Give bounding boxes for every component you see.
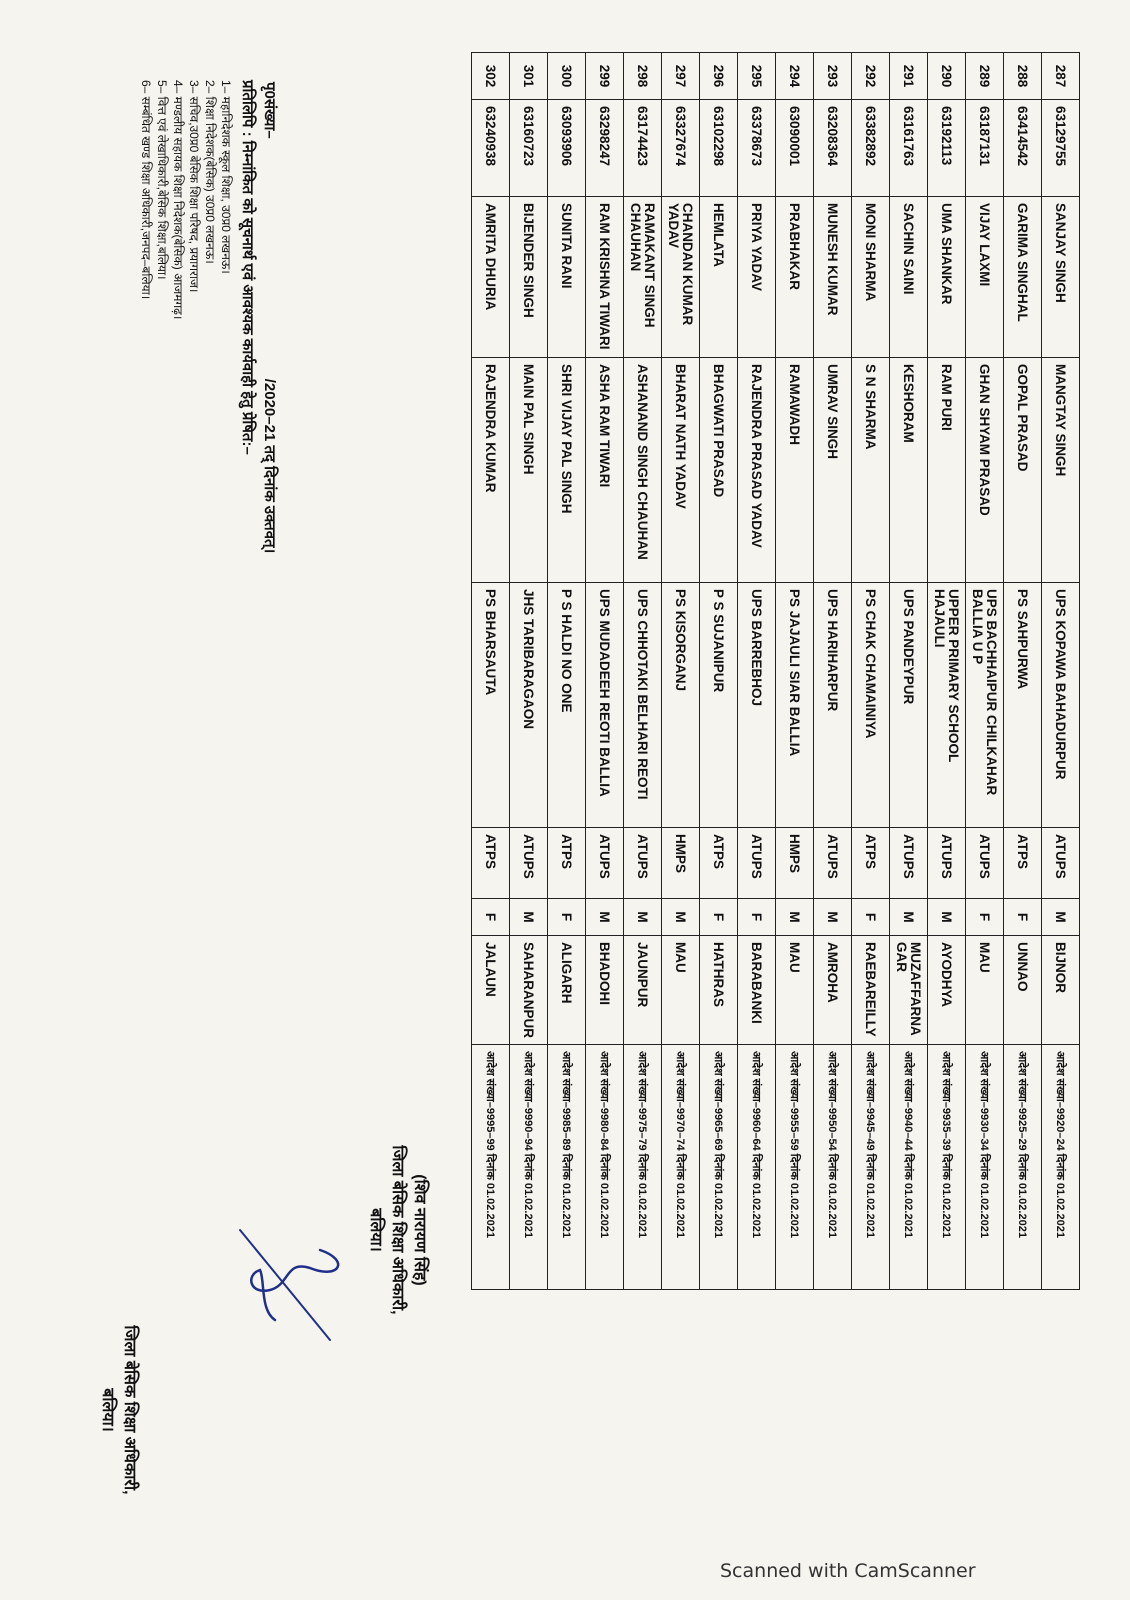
table-row bbox=[548, 53, 586, 1290]
cell-gender: M bbox=[1042, 899, 1080, 936]
cell-order: आदेश संख्या–9990–94 दिनांक 01.02.2021 bbox=[510, 1045, 548, 1290]
cell-district: BHADOHI bbox=[586, 936, 624, 1045]
cell-district: AMROHA bbox=[814, 936, 852, 1045]
cell-gender: F bbox=[548, 899, 586, 936]
cell-id: 63240938 bbox=[472, 100, 510, 197]
cell-sn: 288 bbox=[1004, 53, 1042, 100]
cell-district: MUZAFFARNA GAR bbox=[890, 936, 928, 1045]
cell-gender: M bbox=[890, 899, 928, 936]
cell-order: आदेश संख्या–9995–99 दिनांक 01.02.2021 bbox=[472, 1045, 510, 1290]
cell-post: ATPS bbox=[852, 828, 890, 899]
cell-father: BHARAT NATH YADAV bbox=[662, 358, 700, 583]
cell-gender: F bbox=[700, 899, 738, 936]
cell-district: MAU bbox=[966, 936, 1004, 1045]
cell-id: 63298247 bbox=[586, 100, 624, 197]
cell-father: BHAGWATI PRASAD bbox=[700, 358, 738, 583]
reference-number: /2020–21 तद् दिनांक उक्तवत्। bbox=[261, 378, 278, 554]
cell-school: P S SUJANIPUR bbox=[700, 583, 738, 828]
cell-school: UPS KOPAWA BAHADURPUR bbox=[1042, 583, 1080, 828]
cell-school: UPS BARREBHOJ bbox=[738, 583, 776, 828]
cell-school: PS SAHPURWA bbox=[1004, 583, 1042, 828]
cell-father: RAMAWADH bbox=[776, 358, 814, 583]
dispatch-section bbox=[138, 80, 280, 1180]
reference-label: पृ0संख्या– bbox=[261, 82, 278, 139]
cell-gender: M bbox=[624, 899, 662, 936]
recipient-item: 4– मण्डलीय सहायक शिक्षा निदेशक(बेसिक) आजमगढ़। bbox=[171, 80, 185, 320]
cell-name: SUNITA RANI bbox=[548, 197, 586, 358]
cell-school: PS CHAK CHAMAINIYA bbox=[852, 583, 890, 828]
table-row bbox=[624, 53, 662, 1290]
cell-sn: 294 bbox=[776, 53, 814, 100]
table-row bbox=[662, 53, 700, 1290]
cell-order: आदेश संख्या–9975–79 दिनांक 01.02.2021 bbox=[624, 1045, 662, 1290]
cell-order: आदेश संख्या–9955–59 दिनांक 01.02.2021 bbox=[776, 1045, 814, 1290]
cell-id: 63129755 bbox=[1042, 100, 1080, 197]
cell-name: PRIYA YADAV bbox=[738, 197, 776, 358]
cell-name: SANJAY SINGH bbox=[1042, 197, 1080, 358]
cell-district: HATHRAS bbox=[700, 936, 738, 1045]
table-row bbox=[1042, 53, 1080, 1290]
cell-school: PS JAJAULI SIAR BALLIA bbox=[776, 583, 814, 828]
cell-sn: 298 bbox=[624, 53, 662, 100]
cell-gender: M bbox=[814, 899, 852, 936]
cell-sn: 287 bbox=[1042, 53, 1080, 100]
cell-order: आदेश संख्या–9930–34 दिनांक 01.02.2021 bbox=[966, 1045, 1004, 1290]
cell-post: ATPS bbox=[472, 828, 510, 899]
cell-school: UPPER PRIMARY SCHOOL HAJAULI bbox=[928, 583, 966, 828]
cell-id: 63382892 bbox=[852, 100, 890, 197]
cell-school: UPS BACHHAIPUR CHILKAHAR BALLIA U P bbox=[966, 583, 1004, 828]
cell-order: आदेश संख्या–9980–84 दिनांक 01.02.2021 bbox=[586, 1045, 624, 1290]
cell-district: ALIGARH bbox=[548, 936, 586, 1045]
cell-father: GHAN SHYAM PRASAD bbox=[966, 358, 1004, 583]
table-row bbox=[1004, 53, 1042, 1290]
cell-district: RAEBAREILLY bbox=[852, 936, 890, 1045]
cell-name: MONI SHARMA bbox=[852, 197, 890, 358]
cell-id: 63093906 bbox=[548, 100, 586, 197]
reference-line bbox=[260, 82, 280, 1180]
cell-school: UPS MUDADEEH REOTI BALLIA bbox=[586, 583, 624, 828]
cell-post: ATUPS bbox=[928, 828, 966, 899]
cell-father: RAJENDRA KUMAR bbox=[472, 358, 510, 583]
cell-father: GOPAL PRASAD bbox=[1004, 358, 1042, 583]
table-row bbox=[852, 53, 890, 1290]
cell-name: SACHIN SAINI bbox=[890, 197, 928, 358]
cell-father: UMRAV SINGH bbox=[814, 358, 852, 583]
cell-id: 63378673 bbox=[738, 100, 776, 197]
final-signature-block bbox=[96, 1290, 140, 1530]
recipient-item: 2– शिक्षा निदेशक(बेसिक) उ0प्र0 लखनऊ। bbox=[203, 80, 217, 264]
cell-order: आदेश संख्या–9970–74 दिनांक 01.02.2021 bbox=[662, 1045, 700, 1290]
cell-school: UPS HARIHARPUR bbox=[814, 583, 852, 828]
cell-post: HMPS bbox=[662, 828, 700, 899]
cell-name: BIJENDER SINGH bbox=[510, 197, 548, 358]
cell-district: JALAUN bbox=[472, 936, 510, 1045]
cell-order: आदेश संख्या–9960–64 दिनांक 01.02.2021 bbox=[738, 1045, 776, 1290]
cell-sn: 295 bbox=[738, 53, 776, 100]
recipient-item: 6– सम्बंधित खण्ड शिक्षा अधिकारी,जनपद–बलिया। bbox=[139, 80, 153, 300]
table-body bbox=[472, 53, 1080, 1290]
cell-sn: 296 bbox=[700, 53, 738, 100]
cell-order: आदेश संख्या–9925–29 दिनांक 01.02.2021 bbox=[1004, 1045, 1042, 1290]
cell-school: UPS PANDEYPUR bbox=[890, 583, 928, 828]
cell-gender: F bbox=[1004, 899, 1042, 936]
cell-id: 63160723 bbox=[510, 100, 548, 197]
cell-name: CHANDAN KUMAR YADAV bbox=[662, 197, 700, 358]
table-row bbox=[928, 53, 966, 1290]
cell-name: MUNESH KUMAR bbox=[814, 197, 852, 358]
cell-name: UMA SHANKAR bbox=[928, 197, 966, 358]
cell-father: S N SHARMA bbox=[852, 358, 890, 583]
cell-district: MAU bbox=[776, 936, 814, 1045]
cell-father: SHRI VIJAY PAL SINGH bbox=[548, 358, 586, 583]
cell-post: ATPS bbox=[1004, 828, 1042, 899]
cell-id: 63161763 bbox=[890, 100, 928, 197]
cell-sn: 292 bbox=[852, 53, 890, 100]
cell-name: AMRITA DHURIA bbox=[472, 197, 510, 358]
cell-father: MANGTAY SINGH bbox=[1042, 358, 1080, 583]
cell-sn: 293 bbox=[814, 53, 852, 100]
cell-id: 63187131 bbox=[966, 100, 1004, 197]
cell-gender: F bbox=[966, 899, 1004, 936]
officer-name: (शिव नारायण सिंह) bbox=[411, 1174, 428, 1286]
cell-father: ASHANAND SINGH CHAUHAN bbox=[624, 358, 662, 583]
cell-id: 63090001 bbox=[776, 100, 814, 197]
cell-name: RAMAKANT SINGH CHAUHAN bbox=[624, 197, 662, 358]
cell-post: ATPS bbox=[548, 828, 586, 899]
cell-id: 63174423 bbox=[624, 100, 662, 197]
cell-order: आदेश संख्या–9935–39 दिनांक 01.02.2021 bbox=[928, 1045, 966, 1290]
cell-gender: F bbox=[852, 899, 890, 936]
recipient-item: 5– वित्त एवं लेखाधिकारी,बेसिक शिक्षा,बलिया। bbox=[155, 80, 169, 280]
cell-school: JHS TARIBARAGAON bbox=[510, 583, 548, 828]
cell-name: GARIMA SINGHAL bbox=[1004, 197, 1042, 358]
cell-district: JAUNPUR bbox=[624, 936, 662, 1045]
cell-gender: M bbox=[928, 899, 966, 936]
table-row bbox=[510, 53, 548, 1290]
signature-block bbox=[364, 1100, 430, 1360]
cell-post: ATUPS bbox=[510, 828, 548, 899]
cell-name: PRABHAKAR bbox=[776, 197, 814, 358]
copy-to-line: प्रतिलिपि : निम्नांकित को सूचनार्थ एवं आवश्यक कार्यवाही हेतु प्रेषित:– bbox=[239, 80, 256, 455]
table-row bbox=[738, 53, 776, 1290]
table-row bbox=[776, 53, 814, 1290]
recipient-list bbox=[138, 80, 234, 1180]
cell-district: AYODHYA bbox=[928, 936, 966, 1045]
cell-order: आदेश संख्या–9965–69 दिनांक 01.02.2021 bbox=[700, 1045, 738, 1290]
cell-district: UNNAO bbox=[1004, 936, 1042, 1045]
cell-district: BARABANKI bbox=[738, 936, 776, 1045]
cell-gender: M bbox=[586, 899, 624, 936]
cell-sn: 291 bbox=[890, 53, 928, 100]
table-row bbox=[586, 53, 624, 1290]
recipient-item: 3– सचिव,उ0प्र0 बेसिक शिक्षा परिषद, प्रयागराज। bbox=[187, 80, 201, 293]
cell-post: HMPS bbox=[776, 828, 814, 899]
cell-sn: 299 bbox=[586, 53, 624, 100]
cell-gender: M bbox=[776, 899, 814, 936]
final-designation: जिला बेसिक शिक्षा अधिकारी, bbox=[121, 1325, 138, 1495]
final-place: बलिया। bbox=[99, 1388, 116, 1432]
cell-father: KESHORAM bbox=[890, 358, 928, 583]
cell-father: ASHA RAM TIWARI bbox=[586, 358, 624, 583]
cell-id: 63327674 bbox=[662, 100, 700, 197]
cell-sn: 301 bbox=[510, 53, 548, 100]
cell-id: 63208364 bbox=[814, 100, 852, 197]
cell-name: HEMLATA bbox=[700, 197, 738, 358]
cell-id: 63414542 bbox=[1004, 100, 1042, 197]
cell-gender: F bbox=[738, 899, 776, 936]
officer-place: बलिया। bbox=[367, 1208, 384, 1252]
cell-post: ATUPS bbox=[814, 828, 852, 899]
cell-name: VIJAY LAXMI bbox=[966, 197, 1004, 358]
cell-district: MAU bbox=[662, 936, 700, 1045]
cell-sn: 302 bbox=[472, 53, 510, 100]
cell-district: SAHARANPUR bbox=[510, 936, 548, 1045]
cell-order: आदेश संख्या–9950–54 दिनांक 01.02.2021 bbox=[814, 1045, 852, 1290]
cell-order: आदेश संख्या–9940–44 दिनांक 01.02.2021 bbox=[890, 1045, 928, 1290]
cell-school: P S HALDI NO ONE bbox=[548, 583, 586, 828]
cell-id: 63192113 bbox=[928, 100, 966, 197]
cell-name: RAM KRISHNA TIWARI bbox=[586, 197, 624, 358]
table-row bbox=[700, 53, 738, 1290]
table-row bbox=[472, 53, 510, 1290]
cell-post: ATUPS bbox=[624, 828, 662, 899]
cell-order: आदेश संख्या–9985–89 दिनांक 01.02.2021 bbox=[548, 1045, 586, 1290]
officer-designation: जिला बेसिक शिक्षा अधिकारी, bbox=[389, 1145, 406, 1315]
cell-post: ATUPS bbox=[586, 828, 624, 899]
cell-post: ATUPS bbox=[966, 828, 1004, 899]
cell-sn: 297 bbox=[662, 53, 700, 100]
handwritten-signature bbox=[220, 1190, 360, 1350]
cell-father: RAJENDRA PRASAD YADAV bbox=[738, 358, 776, 583]
scanner-watermark: Scanned with CamScanner bbox=[720, 1560, 976, 1582]
cell-post: ATPS bbox=[700, 828, 738, 899]
cell-father: MAIN PAL SINGH bbox=[510, 358, 548, 583]
cell-sn: 289 bbox=[966, 53, 1004, 100]
cell-school: PS BHARSAUTA bbox=[472, 583, 510, 828]
cell-sn: 290 bbox=[928, 53, 966, 100]
cell-id: 63102298 bbox=[700, 100, 738, 197]
cell-district: BIJNOR bbox=[1042, 936, 1080, 1045]
cell-gender: M bbox=[662, 899, 700, 936]
cell-father: RAM PURI bbox=[928, 358, 966, 583]
table-row bbox=[890, 53, 928, 1290]
transfer-table bbox=[471, 52, 1080, 1290]
cell-order: आदेश संख्या–9920–24 दिनांक 01.02.2021 bbox=[1042, 1045, 1080, 1290]
recipient-item: 1– महानिदेशक स्कूल शिक्षा, उ0प्र0 लखनऊ। bbox=[219, 80, 233, 274]
cell-order: आदेश संख्या–9945–49 दिनांक 01.02.2021 bbox=[852, 1045, 890, 1290]
cell-sn: 300 bbox=[548, 53, 586, 100]
cell-gender: F bbox=[472, 899, 510, 936]
cell-post: ATUPS bbox=[738, 828, 776, 899]
table-row bbox=[966, 53, 1004, 1290]
table-row bbox=[814, 53, 852, 1290]
cell-post: ATUPS bbox=[890, 828, 928, 899]
cell-gender: M bbox=[510, 899, 548, 936]
cell-school: PS KISORGANJ bbox=[662, 583, 700, 828]
cell-school: UPS CHHOTAKI BELHARI REOTI bbox=[624, 583, 662, 828]
cell-post: ATUPS bbox=[1042, 828, 1080, 899]
